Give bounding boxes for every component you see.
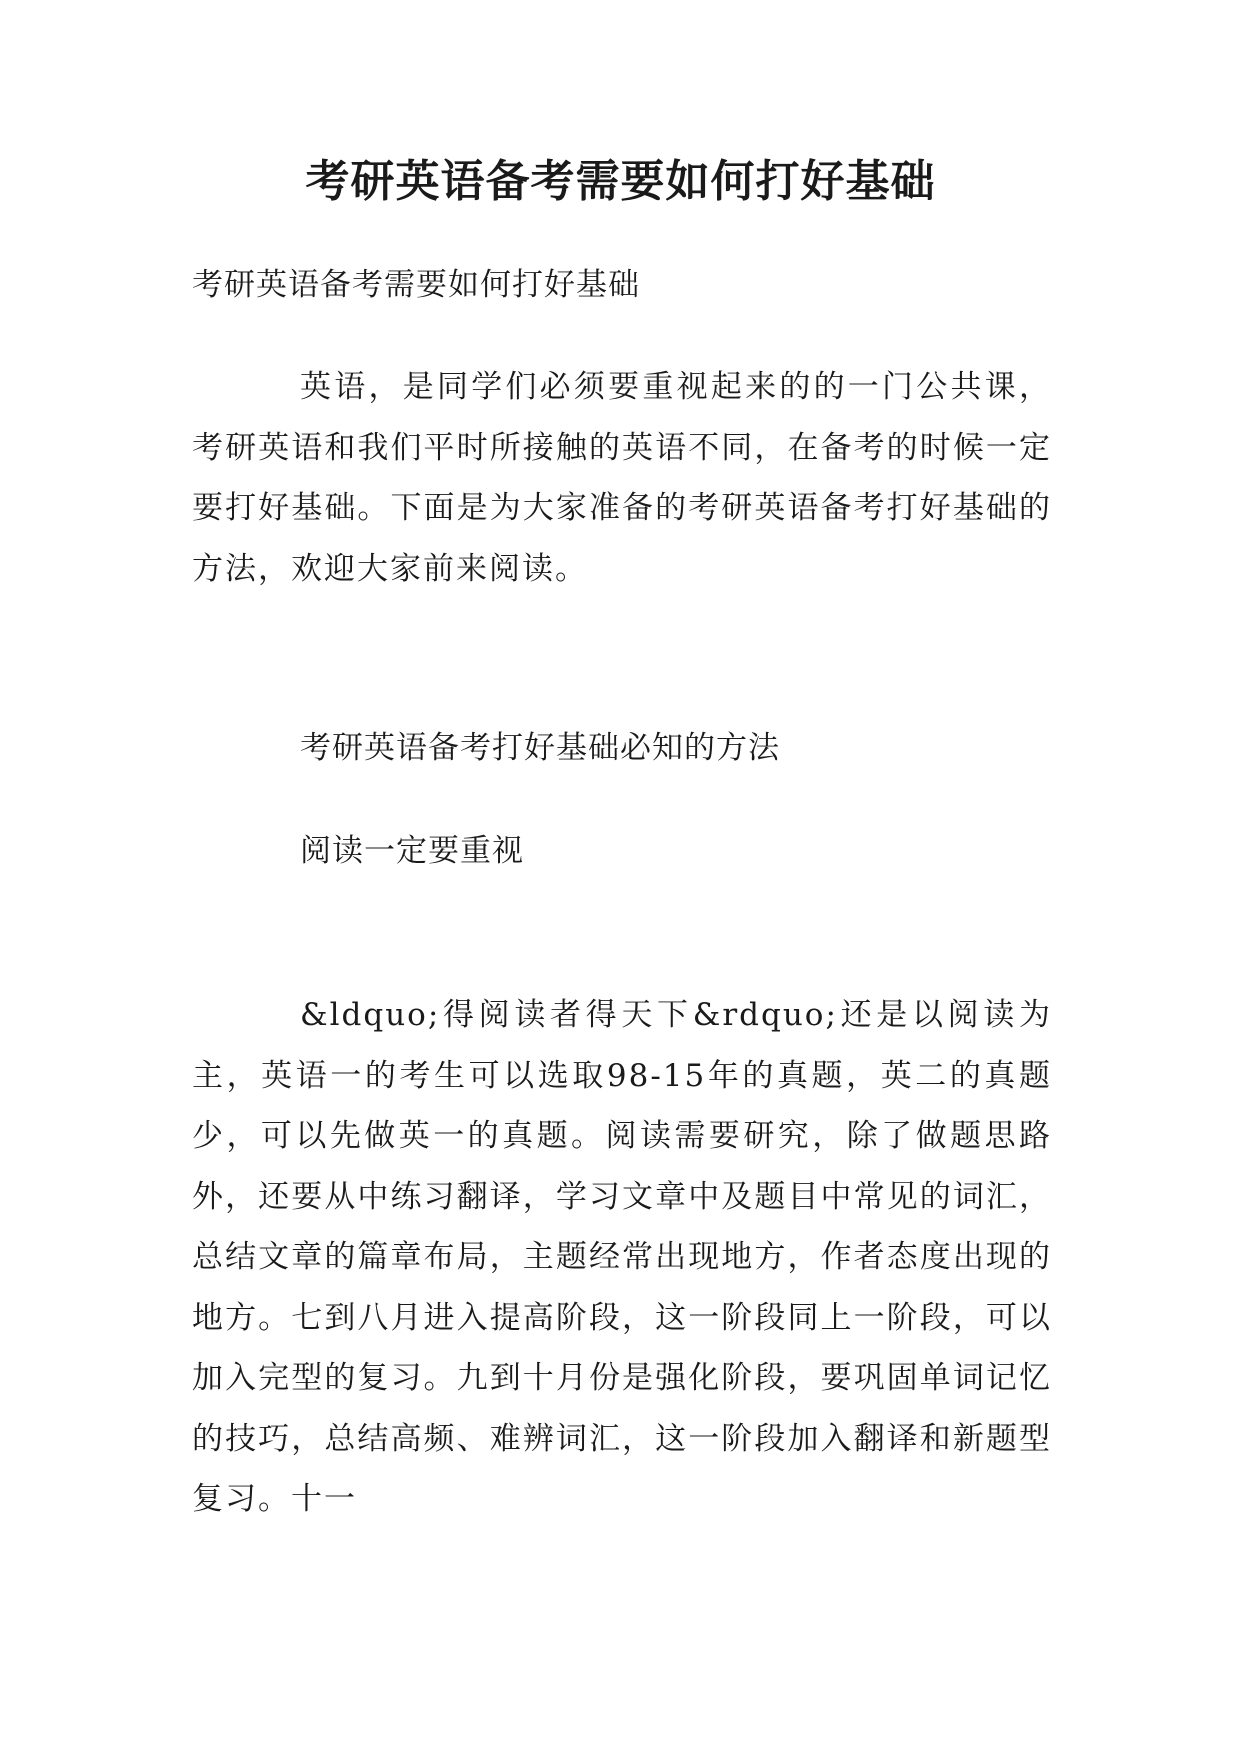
document-title: 考研英语备考需要如何打好基础 <box>305 156 936 207</box>
body-paragraph: &ldquo;得阅读者得天下&rdquo;还是以阅读为主，英语一的考生可以选取98-15年的真题，英二的真题少，可以先做英一的真题。阅读需要研究，除了做题思路外，还要从中练习翻译，学习文章中及题目中常见的词汇，总结文章的篇章布局，主题经常出现地方，作者态度出现的地方。七到八月进入提高阶段，这一阶段同上一阶段，可以加入完型的复习。九到十月份是强化阶段，要巩固单词记忆的技巧，总结高频、难辨词汇，这一阶段加入翻译和新题型复习。十一 <box>192 997 1052 1517</box>
subsection-heading: 阅读一定要重视 <box>300 833 524 869</box>
section-heading: 考研英语备考打好基础必知的方法 <box>300 730 780 766</box>
intro-paragraph: 英语，是同学们必须要重视起来的的一门公共课，考研英语和我们平时所接触的英语不同，在备考的时候一定要打好基础。下面是为大家准备的考研英语备考打好基础的方法，欢迎大家前来阅读。 <box>192 369 1052 587</box>
document-subtitle: 考研英语备考需要如何打好基础 <box>192 267 640 303</box>
